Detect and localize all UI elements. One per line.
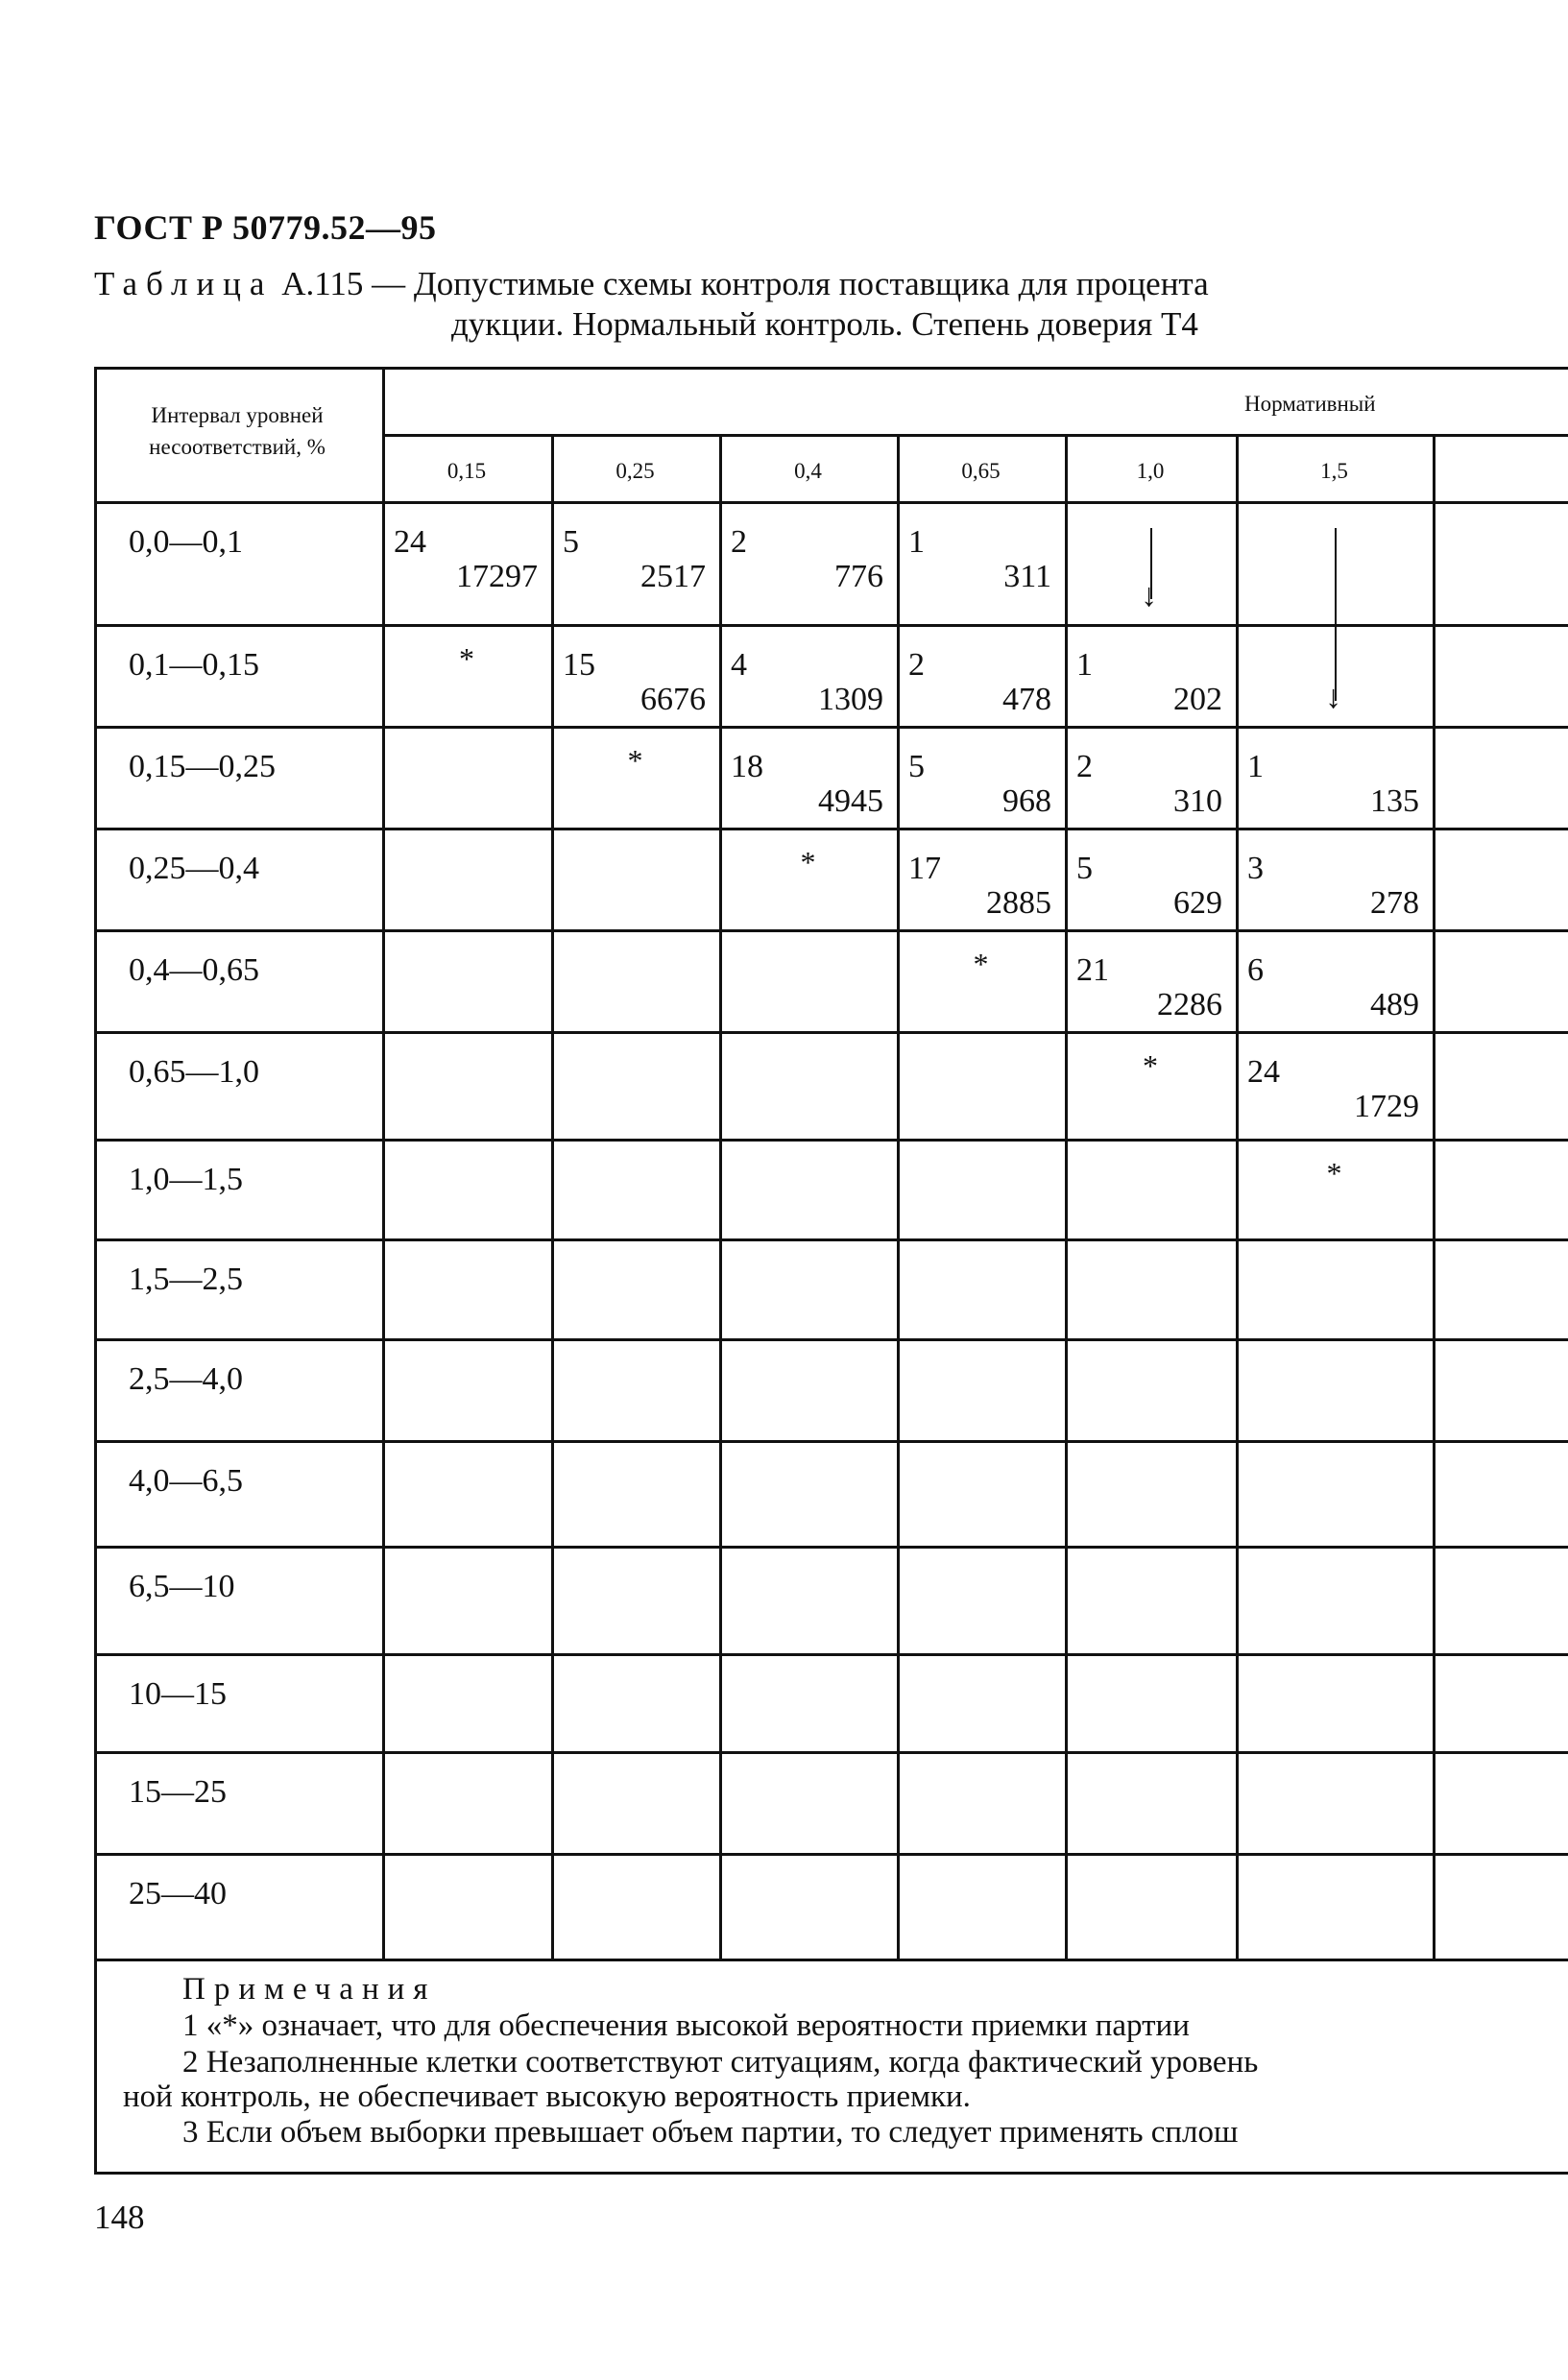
sample-size: 2286: [1157, 987, 1222, 1022]
row-label: 1,0—1,5: [129, 1162, 243, 1197]
column-line: [897, 434, 900, 1959]
row-line: [94, 1853, 1568, 1856]
sample-size: 1309: [818, 682, 883, 717]
row-line: [94, 1338, 1568, 1341]
row-line: [94, 1751, 1568, 1754]
sample-size: 311: [1003, 559, 1051, 594]
group-header-line: [382, 434, 1568, 437]
interval-header-line1: Интервал уровней: [151, 403, 324, 427]
sample-size: 2885: [986, 885, 1051, 921]
sample-size: 202: [1173, 682, 1222, 717]
sample-size: 968: [1002, 783, 1051, 819]
sample-size: 478: [1002, 682, 1051, 717]
normative-group-header: Нормативный: [1244, 392, 1376, 416]
sample-size: 1729: [1354, 1089, 1419, 1124]
acceptance-number: 4: [731, 647, 747, 683]
row-line: [94, 1031, 1568, 1034]
row-label: 2,5—4,0: [129, 1361, 243, 1397]
table-border-bottom: [94, 2172, 1568, 2175]
row-line: [94, 1546, 1568, 1549]
sample-size: 6676: [640, 682, 706, 717]
down-arrow-icon: [1335, 528, 1337, 701]
acceptance-number: 1: [908, 524, 925, 560]
acceptance-number: 5: [1076, 851, 1093, 886]
row-line: [94, 1440, 1568, 1443]
column-header: 0,15: [446, 459, 487, 483]
row-label: 0,25—0,4: [129, 851, 259, 886]
acceptance-number: 3: [1247, 851, 1264, 886]
page-number: 148: [94, 2199, 145, 2236]
interval-header: [94, 399, 380, 463]
acceptance-number: 2: [1076, 749, 1093, 784]
interval-header-line2: несоответствий, %: [149, 435, 326, 459]
row-label: 0,4—0,65: [129, 952, 259, 988]
acceptance-number: 5: [563, 524, 579, 560]
row-label: 1,5—2,5: [129, 1262, 243, 1297]
row-label: 0,15—0,25: [129, 749, 276, 784]
acceptance-number: 1: [1247, 749, 1264, 784]
table-caption-line2: дукции. Нормальный контроль. Степень доверия Т4: [451, 305, 1198, 343]
row-line: [94, 501, 1568, 504]
down-arrow-head-icon: ↓: [1141, 578, 1157, 613]
row-line: [94, 1139, 1568, 1142]
table-border-top: [94, 367, 1568, 370]
row-line: [94, 828, 1568, 830]
sample-size: 4945: [818, 783, 883, 819]
column-line: [1433, 434, 1435, 1959]
down-arrow-head-icon: ↓: [1325, 680, 1341, 715]
row-label: 10—15: [129, 1676, 227, 1712]
acceptance-number: 18: [731, 749, 763, 784]
column-line: [1236, 434, 1239, 1959]
acceptance-number: 17: [908, 851, 941, 886]
notes-title: Примечания: [182, 1972, 437, 2007]
row-label: 0,65—1,0: [129, 1054, 259, 1090]
row-line: [94, 1653, 1568, 1656]
sample-size: 135: [1370, 783, 1419, 819]
document-code: ГОСТ Р 50779.52—95: [94, 208, 437, 247]
column-header: 0,4: [794, 459, 822, 483]
table-caption-line1: [94, 265, 1209, 303]
column-header: 1,5: [1320, 459, 1348, 483]
sample-size: 310: [1173, 783, 1222, 819]
row-label: 6,5—10: [129, 1569, 235, 1604]
caption-title: А.115 — Допустимые схемы контроля поставщика для процента: [281, 265, 1209, 302]
acceptance-number: 24: [394, 524, 426, 560]
sample-size: 489: [1370, 987, 1419, 1022]
asterisk-mark: *: [1326, 1156, 1342, 1190]
column-line: [719, 434, 722, 1959]
asterisk-mark: *: [973, 947, 989, 981]
sample-size: 776: [834, 559, 883, 594]
column-header: 0,25: [615, 459, 655, 483]
row-line: [94, 624, 1568, 627]
acceptance-number: 5: [908, 749, 925, 784]
asterisk-mark: *: [1143, 1048, 1158, 1083]
row-label: 25—40: [129, 1876, 227, 1911]
row-label: 0,0—0,1: [129, 524, 243, 560]
sample-size: 278: [1370, 885, 1419, 921]
note-2-continued: ной контроль, не обеспечивает высокую вероятность приемки.: [123, 2079, 971, 2114]
asterisk-mark: *: [627, 743, 643, 778]
column-header: 0,65: [961, 459, 1001, 483]
row-label: 4,0—6,5: [129, 1463, 243, 1499]
column-line: [551, 434, 554, 1959]
row-line: [94, 1959, 1568, 1961]
acceptance-number: 1: [1076, 647, 1093, 683]
acceptance-number: 2: [731, 524, 747, 560]
acceptance-number: 6: [1247, 952, 1264, 988]
data-table: [94, 367, 1568, 2172]
row-label: 0,1—0,15: [129, 647, 259, 683]
sample-size: 17297: [456, 559, 538, 594]
caption-label: Таблица: [94, 265, 274, 302]
column-header: 1,0: [1136, 459, 1165, 483]
sample-size: 2517: [640, 559, 706, 594]
row-line: [94, 726, 1568, 729]
row-label: 15—25: [129, 1774, 227, 1810]
row-line: [94, 1238, 1568, 1241]
asterisk-mark: *: [800, 845, 816, 879]
acceptance-number: 15: [563, 647, 595, 683]
column-line: [382, 367, 385, 1959]
acceptance-number: 21: [1076, 952, 1109, 988]
note-2: 2 Незаполненные клетки соответствуют ситуациям, когда фактический уровень: [182, 2045, 1259, 2079]
note-1: 1 «*» означает, что для обеспечения высокой вероятности приемки партии: [182, 2008, 1190, 2043]
table-border-left: [94, 367, 97, 2172]
acceptance-number: 24: [1247, 1054, 1280, 1090]
note-3: 3 Если объем выборки превышает объем партии, то следует применять сплош: [182, 2115, 1239, 2150]
acceptance-number: 2: [908, 647, 925, 683]
column-line: [1065, 434, 1068, 1959]
row-line: [94, 929, 1568, 932]
asterisk-mark: *: [459, 641, 474, 676]
sample-size: 629: [1173, 885, 1222, 921]
